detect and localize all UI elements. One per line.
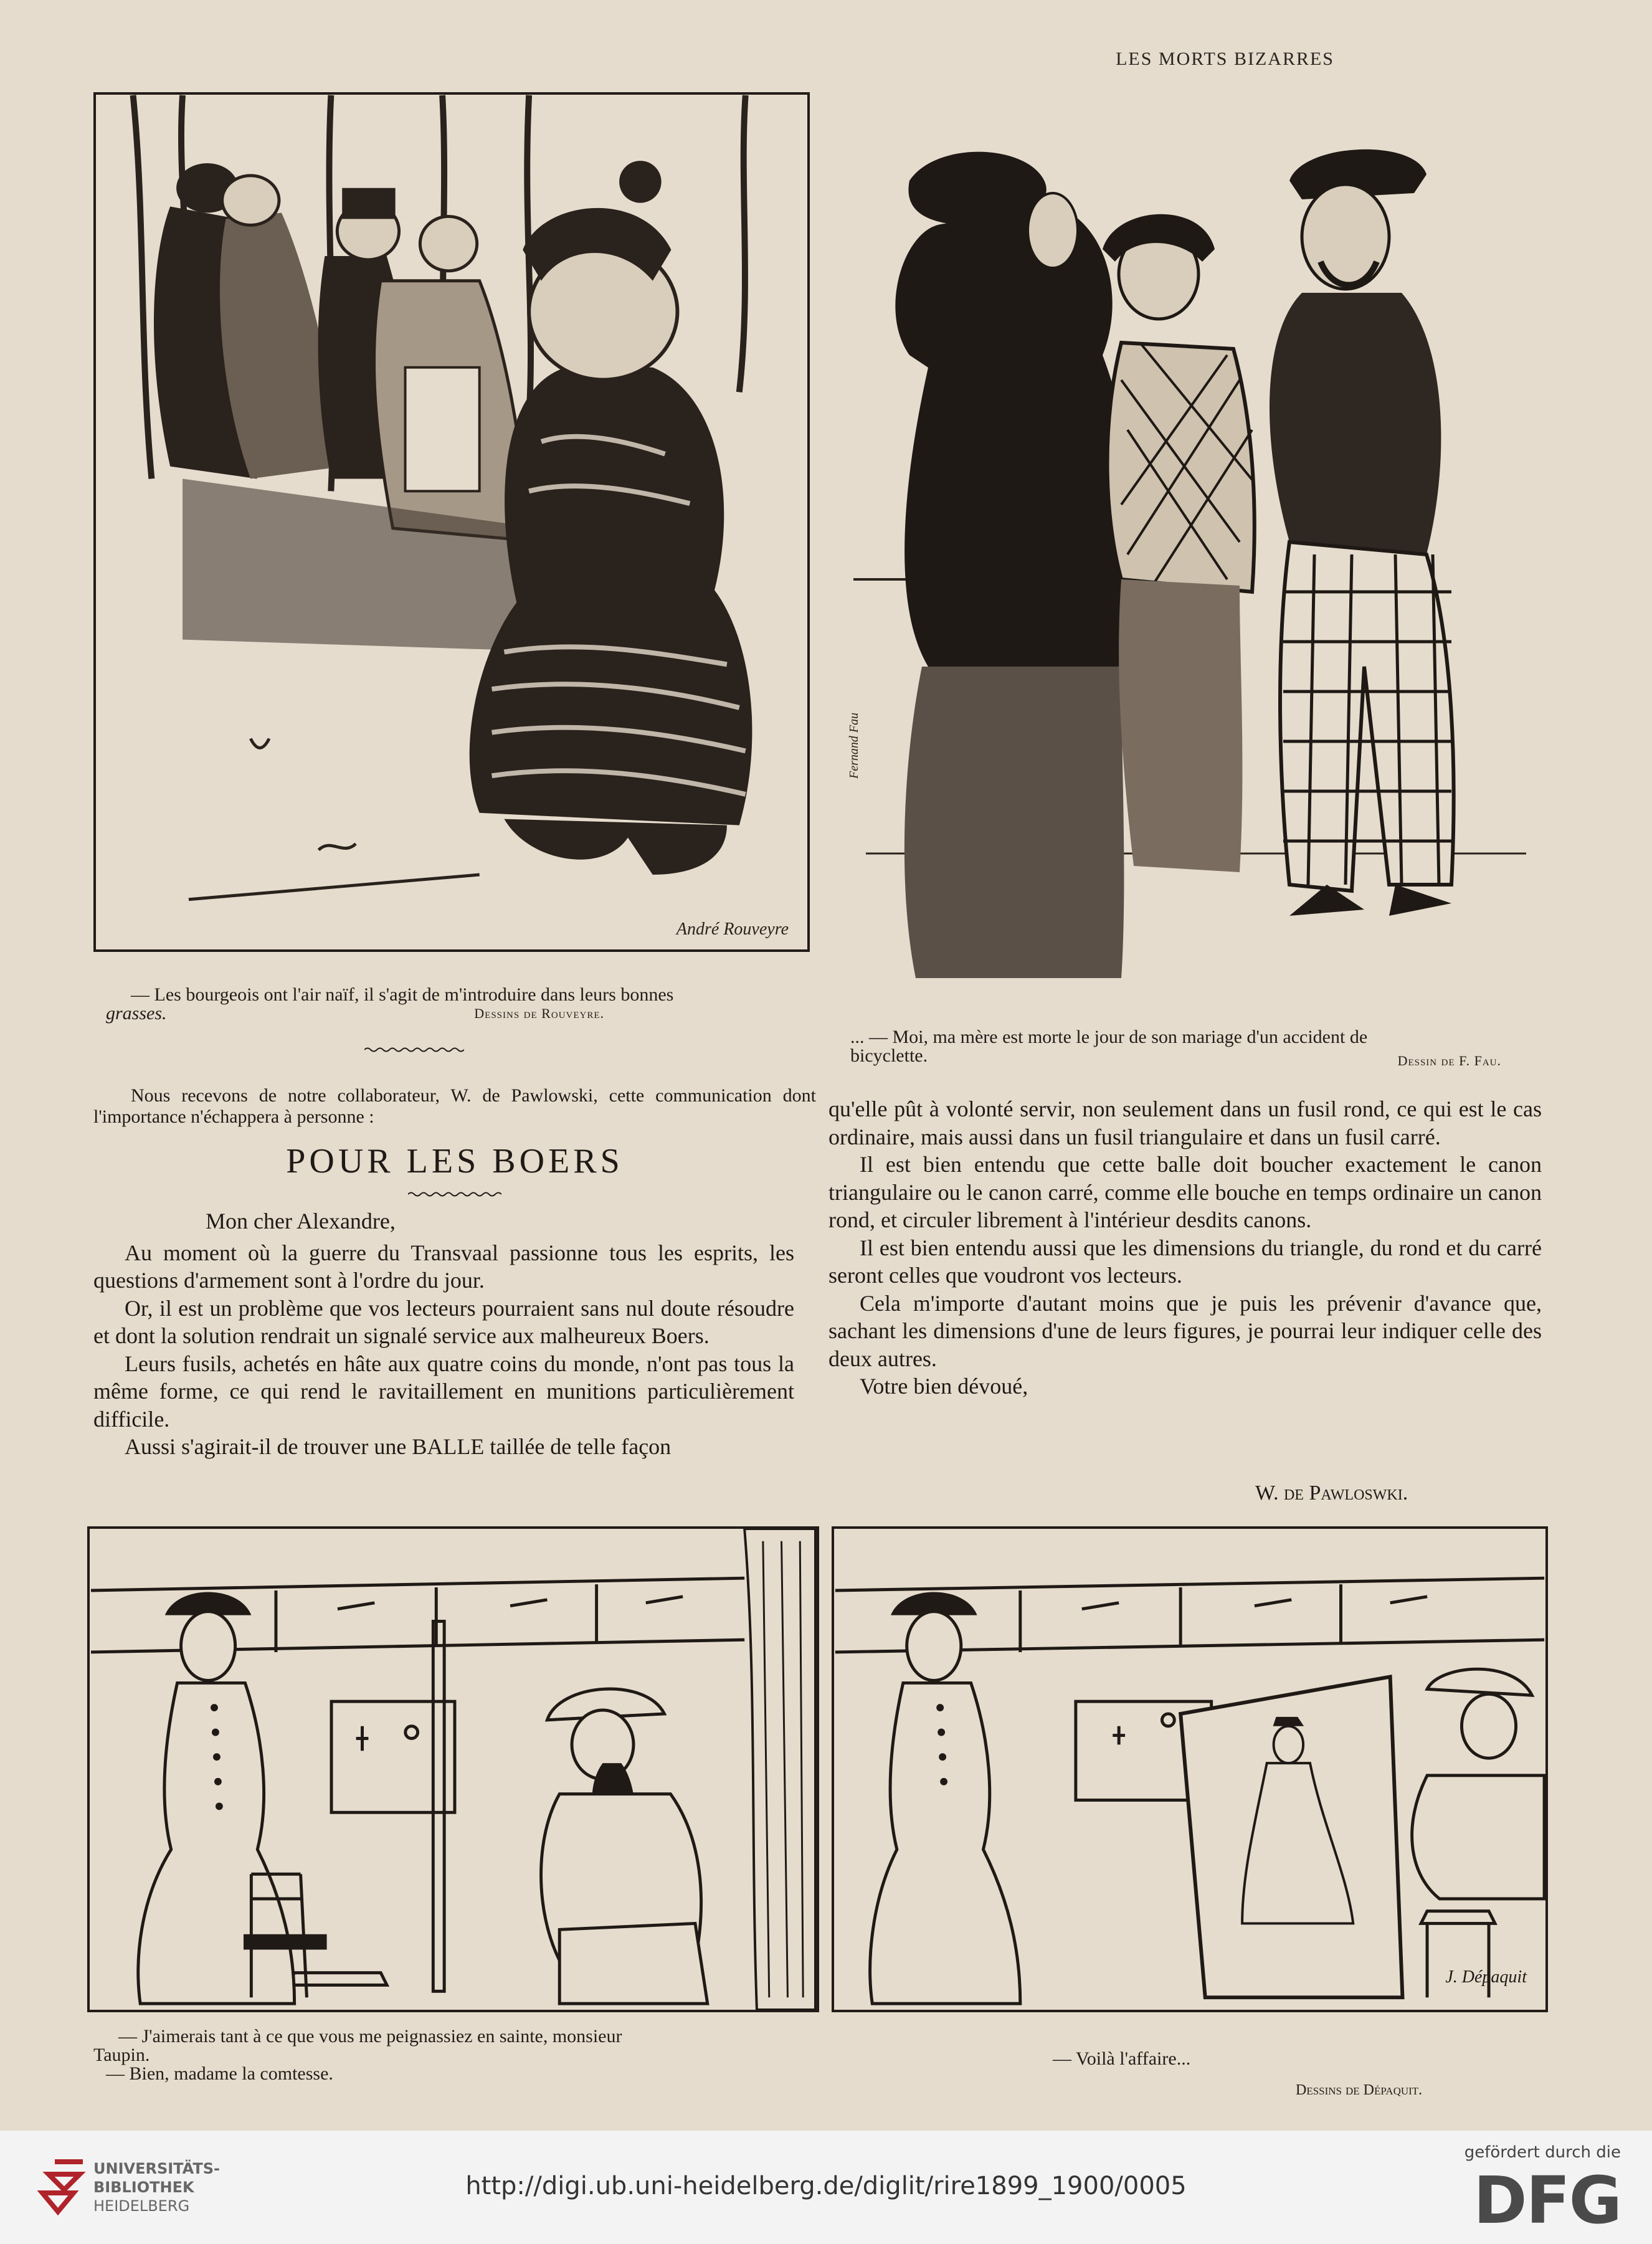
caption-fau-line1: ... — Moi, ma mère est morte le jour de son mariage d'un accident de [850, 1027, 1368, 1047]
depaquit-signature: J. Dépaquit [1445, 1967, 1527, 1987]
caption-comic-left-line3: — Bien, madame la comtesse. [106, 2063, 333, 2084]
rouveyre-signature: André Rouveyre [676, 920, 789, 939]
caption-fau-line2: bicyclette. [850, 1045, 928, 1066]
left-paragraph-1: Au moment où la guerre du Transvaal passionne tous les esprits, les questions d'armement sont à l'ordre du jour. [93, 1240, 794, 1293]
comic-left-drawing [90, 1529, 817, 2010]
right-paragraph-3: Il est bien entendu aussi que les dimensions du triangle, du rond et du carré seront celles que voudront vos lecteurs. [828, 1235, 1542, 1288]
article-intro [93, 1085, 816, 1128]
right-paragraph-5: Votre bien dévoué, [860, 1374, 1028, 1399]
salutation: Mon cher Alexandre, [206, 1209, 396, 1234]
library-line1: UNIVERSITÄTS- [93, 2160, 221, 2177]
digitization-footer [0, 2131, 1652, 2244]
credit-fau: Dessin de F. Fau. [1397, 1053, 1501, 1068]
title-squiggle [408, 1191, 501, 1197]
fau-drawing [853, 106, 1545, 1009]
funded-by-note: gefördert durch die [1464, 2143, 1621, 2162]
illustration-rouveyre [93, 92, 810, 952]
credit-depaquit: Dessins de Dépaquit. [1296, 2082, 1423, 2098]
caption-comic-right: — Voilà l'affaire... [1053, 2048, 1191, 2069]
caption-comic-left-line1: — J'aimerais tant à ce que vous me peignassiez en sainte, monsieur [118, 2026, 622, 2047]
divider-squiggle [364, 1047, 464, 1053]
article-signature: W. de Pawloswki. [1255, 1481, 1408, 1505]
comic-right-drawing [834, 1529, 1545, 2010]
caption-rouveyre-line2: grasses. [106, 1003, 167, 1024]
running-header: LES MORTS BIZARRES [1116, 49, 1334, 69]
caption-rouveyre [106, 986, 810, 1023]
illustration-fau [847, 106, 1545, 1009]
article-right-column [828, 1095, 1542, 1400]
left-paragraph-2: Or, il est un problème que vos lecteurs pourraient sans nul doute résoudre et dont la solution rendrait un signalé service aux malheureux Boers. [93, 1295, 794, 1348]
caption-fau [850, 1028, 1545, 1070]
article-intro-text: Nous recevons de notre collaborateur, W. de Pawlowski, cette communication dont l'importance n'échappera à personne : [93, 1085, 816, 1127]
fau-signature: Fernand Fau [847, 712, 861, 779]
permalink-url[interactable]: http://digi.ub.uni-heidelberg.de/diglit/rire1899_1900/0005 [465, 2172, 1187, 2200]
credit-rouveyre: Dessins de Rouveyre. [474, 1006, 604, 1021]
caption-comic-left-line2: Taupin. [93, 2045, 150, 2065]
left-paragraph-3: Leurs fusils, achetés en hâte aux quatre coins du monde, n'ont pas tous la même forme, ce qui rend le ravitaillement en munitions particulièrement difficile. [93, 1351, 794, 1432]
comic-panel-right [832, 1526, 1548, 2012]
right-paragraph-4: Cela m'importe d'autant moins que je puis les prévenir d'avance que, sachant les dimensions d'une de leurs figures, je pourrai leur indiquer celle des deux autres. [828, 1290, 1542, 1371]
right-paragraph-2: Il est bien entendu que cette balle doit boucher exactement le canon triangulaire ou le canon carré, comme elle bouche en temps ordinaire un canon rond, et circuler librement à l'intérieur desdits canons. [828, 1152, 1542, 1232]
article-left-column [93, 1207, 794, 1461]
left-paragraph-4: Aussi s'agirait-il de trouver une BALLE taillée de telle façon [125, 1434, 672, 1459]
comic-panel-left [87, 1526, 819, 2012]
right-paragraph-1: qu'elle pût à volonté servir, non seulement dans un fusil rond, ce qui est le cas ordinaire, mais aussi dans un fusil triangulaire et dans un fusil carré. [828, 1096, 1542, 1149]
library-line2: BIBLIOTHEK [93, 2179, 194, 2196]
rouveyre-drawing [96, 95, 807, 949]
library-line3: HEIDELBERG [93, 2197, 190, 2215]
article-title: POUR LES BOERS [286, 1142, 624, 1181]
caption-comic-left [93, 2027, 810, 2083]
dfg-logo: DFG [1473, 2162, 1621, 2238]
caption-rouveyre-line1: — Les bourgeois ont l'air naïf, il s'agit de m'introduire dans leurs bonnes [131, 984, 674, 1005]
